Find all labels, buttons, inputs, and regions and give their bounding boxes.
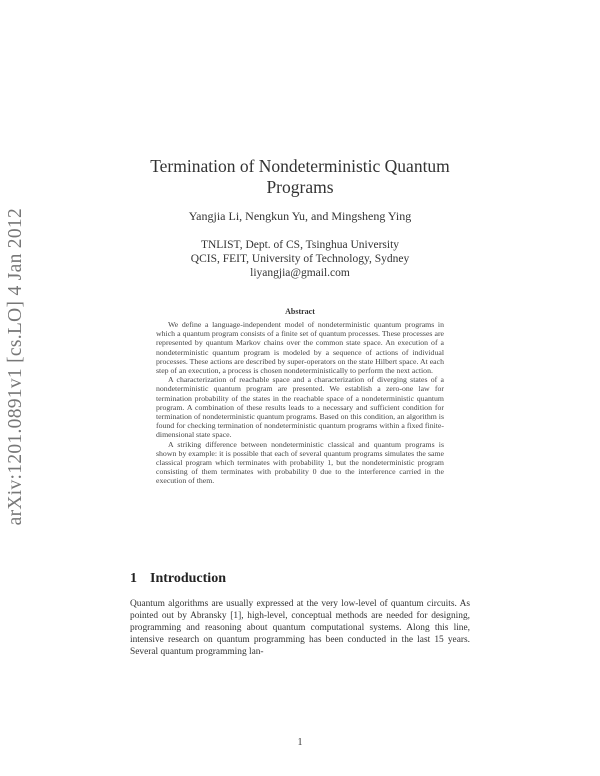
paper-title <box>130 156 470 198</box>
section-title: Introduction <box>150 571 226 586</box>
intro-paragraph: Quantum algorithms are usually expressed at the very low-level of quantum circuits. As pointed out by Abransky [1], high-level, conceptual methods are needed for designing, programming and reasoning about quantum computational systems. Along this line, intensive research on quantum programming has been conducted in the last 15 years. Several quantum programming lan- <box>130 599 470 658</box>
abstract-paragraph-3: A striking difference between nondeterministic classical and quantum programs is shown by example: it is possible that each of several quantum programs simulates the same classical program which terminates with probability 1, but the nondeterministic program consisting of them terminates with probability 0 due to the interference carried in the execution of them. <box>156 439 444 486</box>
title-line-1: Termination of Nondeterministic Quantum <box>150 156 450 176</box>
author-email: liyangjia@gmail.com <box>250 267 350 279</box>
section-number: 1 <box>130 571 137 586</box>
section-heading <box>130 571 226 587</box>
abstract-heading: Abstract <box>285 307 315 316</box>
arxiv-stamp-text: arXiv:1201.0891v1 [cs.LO] 4 Jan 2012 <box>5 208 26 526</box>
page-number: 1 <box>297 737 303 748</box>
affiliations <box>130 238 470 280</box>
abstract-body <box>156 320 444 486</box>
abstract-paragraph-2: A characterization of reachable space and a characterization of diverging states of a nondeterministic quantum program are presented. We establish a zero-one law for termination probability of the states in the reachable space of a nondeterministic quantum program. A combination of these results leads to a necessary and sufficient condition for termination of nondeterministic quantum programs. Based on this condition, an algorithm is found for checking termination of nondeterministic quantum programs within a fixed finite-dimensional state space. <box>156 375 444 440</box>
title-line-2: Programs <box>266 177 334 197</box>
affiliation-tsinghua: TNLIST, Dept. of CS, Tsinghua University <box>200 239 400 251</box>
abstract-paragraph-1: We define a language-independent model of nondeterministic quantum programs in which a quantum program consists of a finite set of quantum processes. These processes are represented by quantum Markov chains over the common state space. An execution of a nondeterministic quantum program is modeled by a sequence of actions of individual processes. These actions are described by super-operators on the state Hilbert space. At each step of an execution, a process is chosen nondeterministically to perform the next action. <box>156 320 444 376</box>
affiliation-uts: QCIS, FEIT, University of Technology, Sydney <box>190 253 410 265</box>
author-list: Yangjia Li, Nengkun Yu, and Mingsheng Ying <box>188 209 412 223</box>
